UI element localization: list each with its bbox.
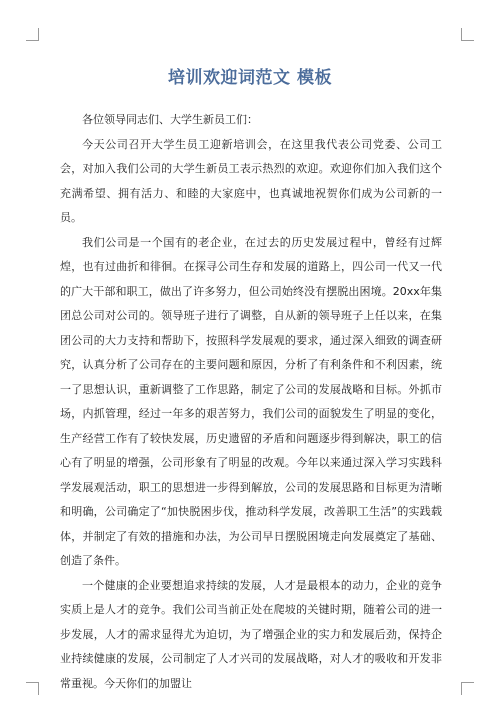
crop-mark-bottom-right	[461, 682, 474, 695]
document-title: 培训欢迎词范文 模板	[168, 68, 332, 88]
paragraph-1: 今天公司召开大学生员工迎新培训会，在这里我代表公司党委、公司工会，对加入我们公司的大学生新员工表示热烈的欢迎。欢迎你们加入我们这个充满希望、拥有活力、和睦的大家庭中，也真诚地祝贺你们成为公司新的一员。	[60, 137, 442, 224]
crop-mark-top-left	[26, 28, 39, 41]
document-body	[60, 108, 442, 696]
greeting-line: 各位领导同志们、大学生新员工们：	[82, 113, 258, 126]
crop-mark-bottom-left	[26, 682, 39, 695]
paragraph-3: 一个健康的企业要想追求持续的发展，人才是最根本的动力，企业的竞争实质上是人才的竞争。我们公司当前正处在爬坡的关键时期，随着公司的进一步发展，人才的需求显得尤为迫切，为了增强企业的实力和发展后劲，保持企业持续健康的发展，公司制定了人才兴司的发展战略，对人才的吸收和开发非常重视。今天你们的加盟让	[60, 578, 442, 690]
paragraph-2: 我们公司是一个国有的老企业，在过去的历史发展过程中，曾经有过辉煌，也有过曲折和徘徊。在探寻公司生存和发展的道路上，四公司一代又一代的广大干部和职工，做出了许多努力，但公司始终没有摆脱出困境。20xx年集团总公司对公司的。领导班子进行了调整，自从新的领导班子上任以来，在集团公司的大力支持和帮助下，按照科学发展观的要求，通过深入细致的调查研究，认真分析了公司存在的主要问题和原因，分析了有利条件和不利因素，统一了思想认识，重新调整了工作思路，制定了公司的发展战略和目标。外抓市场，内抓管理，经过一年多的艰苦努力，我们公司的面貌发生了明显的变化，生产经营工作有了较快发展，历史遗留的矛盾和问题逐步得到解决，职工的信心有了明显的增强，公司形象有了明显的改观。今年以来通过深入学习实践科学发展观活动，职工的思想进一步得到解放，公司的发展思路和目标更为清晰和明确，公司确定了“加快脱困步伐，推动科学发展，改善职工生活”的实践载体，并制定了有效的措施和办法，为公司早日摆脱困境走向发展奠定了基础、创造了条件。	[60, 235, 442, 567]
crop-mark-top-right	[461, 28, 474, 41]
